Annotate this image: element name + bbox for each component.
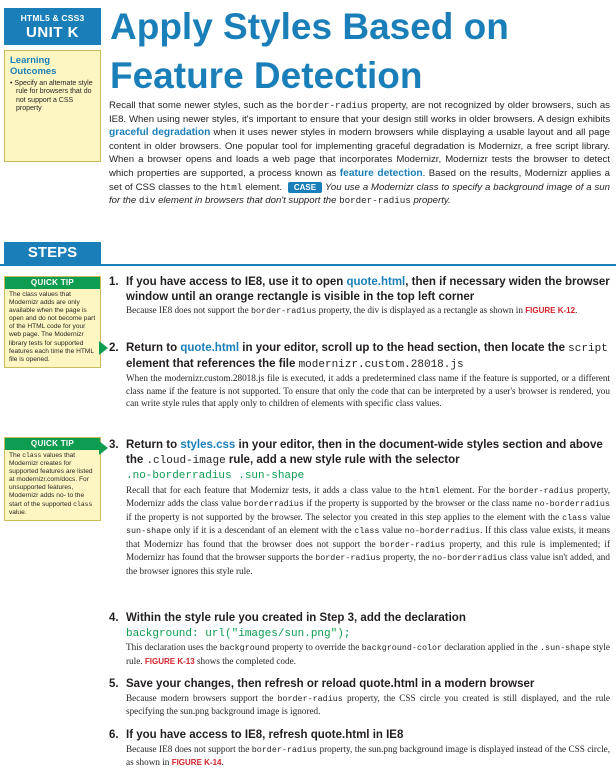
det-code: .sun-shape [540,643,591,653]
case-code: border-radius [339,195,411,207]
det-text: declaration applied in the [442,642,541,652]
det-code: border-radius [277,693,343,704]
tip-arrow-icon [99,341,108,355]
det-code: no-borderradius [534,499,610,510]
step-6 [109,728,610,770]
learning-outcomes-box [4,50,101,162]
det-text: if the property is supported by the browser or the class name [303,498,535,509]
step-number: 2. [109,342,119,354]
step-1 [109,275,610,318]
intro-code: html [220,181,243,193]
ins-text: , then if necessary widen the browser window until an orange rectangle is visible in the top left corner [126,276,610,303]
step-detail [126,743,610,770]
det-code: class [354,526,380,537]
det-code: sun-shape [126,526,172,537]
det-text: Recall that for each feature that Modernizr tests, it adds a class value to the [126,484,420,495]
ins-code-line: background: url("images/sun.png"); [126,627,351,640]
ins-text: Within the style rule you created in Step 3, add the declaration [126,612,466,624]
det-text: class value isn't added, and the browser ignores this style rule. [126,552,610,577]
series-label: HTML5 & CSS3 [20,13,85,23]
det-code: borderradius [243,499,304,510]
det-text: . [575,305,578,315]
det-text: style rule. [126,642,610,666]
det-code: background [219,643,270,653]
ins-text: Return to [126,439,181,451]
tip-code: class [22,452,42,459]
unit-label: UNIT K [26,24,79,41]
step-detail [126,692,610,718]
step-number: 1. [109,276,119,288]
ins-text: in your editor, then in the document-wide styles section and above the [126,439,603,466]
step-instruction [126,611,610,641]
step-instruction [126,275,610,304]
det-text: property, the sun.png background image is displayed instead of the CSS circle, as shown in [126,743,610,768]
quick-tip-label: QUICK TIP [5,438,100,450]
step-detail: When the modernizr.custom.28018.js file is executed, it adds a predetermined class name if the feature is supported, or a different class name if the feature is not supported. To ensure that only the code that can be interpreted by a user's browser is rendered, you can write style rules that apply only to children of elements with specific class values. [126,373,610,409]
step-3 [109,438,610,578]
det-text: . [221,757,224,768]
intro-text: . Based on the results, Modernizr applies a set of CSS classes to the [109,167,610,193]
step-instruction: Save your changes, then refresh or reload quote.html in a modern browser [126,678,535,690]
file-link: quote.html [180,342,240,354]
ins-text: Return to [126,342,181,354]
ins-code: script [568,343,608,355]
det-code: border-radius [315,553,381,564]
det-text: property, and this rule is implemented; if Modernizr has found that the browser supports the [126,538,611,563]
det-code: no-borderradius [404,526,481,537]
det-text: only if it is a descendant of an element with the [171,525,355,536]
det-text: element. For the [439,484,509,495]
det-text: Because IE8 does not support the [126,305,252,315]
quick-tip-text: The class values that Modernizr adds are only available when the page is open and do not become part of the HTML code for your web page. The Modernizr library tests for supported features each time the HTML file is opened. [9,291,96,363]
ins-code: .cloud-image [146,454,226,467]
unit-tab [4,8,101,45]
case-text-part: property. [410,195,451,207]
step-detail [126,484,610,578]
case-text-part: element in browsers that don't support the [155,195,340,207]
det-text: if the property is not supported by the browser. The selector you created in this step applies to the element with the [126,511,563,522]
page-title: Apply Styles Based on Feature Detection [110,6,509,96]
det-text: property, the [380,552,433,563]
quick-tip-2 [4,437,101,521]
det-text: shows the completed code. [194,655,296,666]
ins-code-line: .no-borderradius .sun-shape [126,470,305,482]
det-text: Because modern browsers support the [126,692,278,703]
figure-ref: FIGURE K-14 [171,758,222,768]
det-text: property, the CSS circle you created is still displayed, and the rule specifying the sun.png background image is ignored. [126,692,610,717]
det-text: This declaration uses the [126,642,220,652]
ins-text: rule, add a new style rule with the selector [225,453,460,466]
ins-text: If you have access to IE8, use it to open [126,276,347,288]
quick-tip-text [5,450,100,520]
intro-text: property, are not recognized by older browsers, such as IE8. When using newer styles, it's important to ensure that your design still works in older browsers. A design exhibits [109,100,610,125]
det-code: no-borderradius [432,553,508,564]
det-code: border-radius [379,539,446,550]
learning-outcomes-heading: Learning Outcomes [10,55,57,77]
step-5 [109,677,610,718]
figure-ref: FIGURE K-12 [525,306,576,315]
det-text: Because IE8 does not support the [126,743,252,754]
det-text: value [587,511,610,522]
steps-heading: STEPS [4,242,101,264]
file-link: styles.css [180,439,236,451]
tip-text: values that Modernizr creates for supported features are listed at modernizr.com/docs. For unsupported features, Modernizr adds no- to the start of the supported [9,452,93,508]
key-term: feature detection [339,167,423,179]
file-link: quote.html [346,276,406,288]
case-badge: CASE [288,182,322,193]
step-4 [109,611,610,668]
tip-text: value. [9,508,27,516]
step-instruction: If you have access to IE8, refresh quote.html in IE8 [126,729,404,741]
ins-code: modernizr.custom.28018.js [298,358,464,371]
learning-outcomes-bullet: • Specify an alternate style rule for browsers that do not support a CSS property [10,80,93,113]
det-code: class [562,512,588,523]
det-code: border-radius [508,485,574,496]
intro-text: element. [242,181,283,193]
intro-text: when it uses newer styles in modern browsers while displaying a usable layout and all page content in older browsers. One popular tool for implementing graceful degradation is Modernizr, a free script library. When a browser opens and loads a web page that incorporates Modernizr, Modernizr tests the browser to detect which properties are supported, a process known as [109,127,610,179]
case-code: div [138,195,156,207]
case-text-part: You use a Modernizr class to specify a background image of a sun for the [109,181,610,207]
det-code: border-radius [251,744,318,755]
intro-paragraph [109,99,610,208]
step-2 [109,341,610,410]
step-number: 6. [109,729,119,741]
step-number: 4. [109,612,119,624]
ins-text: in your editor, scroll up to the head section, then locate the [239,342,569,354]
step-detail [126,304,610,318]
det-text: property, the div is displayed as a rectangle as shown in [316,305,526,315]
key-term: graceful degradation [109,127,211,139]
intro-text: Recall that some newer styles, such as the [109,100,297,111]
tip-arrow-icon [99,441,108,455]
det-code: html [419,485,440,496]
step-instruction [126,341,610,372]
learning-outcomes-text: Specify an alternate style rule for browsers that do not support a CSS property [14,80,93,113]
det-text: value [379,525,405,536]
det-code: border-radius [251,306,317,316]
tip-text: The [9,452,23,459]
intro-code: border-radius [296,100,369,111]
det-text: . If this class value exists, it means that Modernizr has found that the browser does not support the [126,525,610,549]
det-text: property to override the [269,642,362,652]
det-text: property, Modernizr adds the class value [126,484,610,509]
tip-code: class [73,500,93,508]
step-number: 5. [109,678,119,690]
steps-divider [0,264,616,266]
quick-tip-label: QUICK TIP [5,277,100,289]
ins-text: element that references the file [126,357,299,370]
step-instruction [126,438,610,484]
det-code: background-color [361,643,443,653]
figure-ref: FIGURE K-13 [144,656,195,666]
step-number: 3. [109,439,119,451]
quick-tip-1 [4,276,101,368]
step-detail [126,641,610,668]
